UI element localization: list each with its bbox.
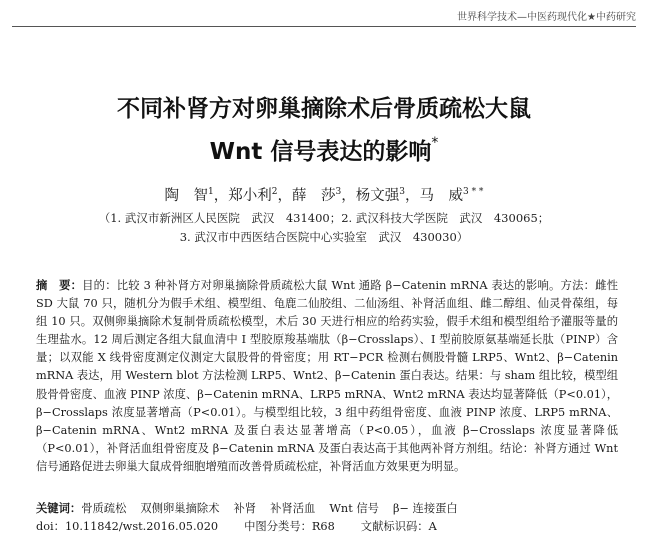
abstract bbox=[36, 276, 618, 476]
author-affiliation: 1 bbox=[208, 187, 214, 197]
author-name: 马 威 bbox=[419, 188, 463, 204]
document-code: 文献标识码：A bbox=[360, 520, 437, 533]
title-line-2 bbox=[0, 126, 648, 169]
keyword: 补肾 bbox=[233, 502, 257, 515]
keywords bbox=[36, 499, 618, 518]
author-name: 杨文强 bbox=[355, 188, 400, 204]
author-name: 郑小利 bbox=[228, 188, 272, 204]
article-title bbox=[0, 92, 648, 169]
author-affiliation: 3 * * bbox=[462, 187, 484, 197]
funding-mark: * bbox=[431, 135, 439, 151]
affiliation-line-1: （1. 武汉市新洲区人民医院 武汉 431400；2. 武汉科技大学医院 武汉 430065； bbox=[98, 211, 550, 225]
author-affiliation: 3 bbox=[335, 187, 342, 197]
author-affiliation: 2 bbox=[271, 187, 278, 197]
abstract-label: 摘 要： bbox=[36, 278, 83, 292]
keyword: 双侧卵巢摘除术 bbox=[140, 502, 220, 515]
keyword: β− 连接蛋白 bbox=[392, 502, 458, 515]
clc-number: 中图分类号：R68 bbox=[244, 520, 335, 533]
author-list: 陶 智$^1$，郑小利$^2$，薛 莎$^3$，杨文强$^3$，马 威$^{3 * *}$ bbox=[164, 187, 484, 204]
article-meta bbox=[36, 518, 618, 536]
title-line-1: 不同补肾方对卵巢摘除术后骨质疏松大鼠 bbox=[117, 96, 531, 122]
author-affiliation: 3 bbox=[399, 187, 405, 197]
doi: doi：10.11842/wst.2016.05.020 bbox=[36, 520, 219, 533]
affiliation-line-2: 3. 武汉市中西医结合医院中心实验室 武汉 430030） bbox=[179, 230, 469, 244]
keyword: Wnt 信号 bbox=[329, 502, 379, 515]
header-divider bbox=[12, 26, 636, 27]
abstract-text: 目的：比较 3 种补肾方对卵巢摘除骨质疏松大鼠 Wnt 通路 β−Catenin mRNA 表达的影响。方法：雌性 SD 大鼠 70 只，随机分为假手术组、模型组、龟鹿二仙胶组、二仙汤组、补肾活血组、雌二醇组、仙灵骨葆组，每组 10 只。双侧卵巢摘除术复制骨质疏松模型，术后 30 天进行相应的给药实验，假手术组和模型组给予灌服等量的生理盐水。12 周后测定各组大鼠血清中 I 型胶原羧基端肽（β−Crosslaps）、I 型前胶原氨基端延长肽（PINP）含量；以双能 X 线骨密度测定仪测定大鼠股骨的骨密度；用 RT−PCR 检测右侧股骨髓 LRP5、Wnt2、β−Catenin mRNA 表达，用 Western blot 方法检测 LRP5、Wnt2、β−Catenin 蛋白表达。结果：与 sham 组比较，模型组股骨骨密度、血液 PINP 浓度、β−Catenin mRNA、LRP5 mRNA、Wnt2 mRNA 表达均显著降低（P<0.01），β−Crosslaps 浓度显著增高（P<0.01）。与模型组比较，3 组中药组骨密度、血液 PINP 浓度、LRP5 mRNA、β−Catenin mRNA、Wnt2 mRNA 及蛋白表达显著增高（P<0.05），血液 β−Crosslaps 浓度显著降低（P<0.01），补肾活血组骨密度及 β−Catenin mRNA 及蛋白表达高于其他两补肾方剂组。结论：补肾方通过 Wnt 信号通路促进去卵巢大鼠成骨细胞增殖而改善骨质疏松症，补肾活血方效果更为明显。 bbox=[36, 279, 618, 473]
keywords-label: 关键词： bbox=[36, 501, 82, 515]
title-line-2-text: Wnt 信号表达的影响 bbox=[209, 139, 432, 165]
author-name: 陶 智 bbox=[164, 188, 209, 204]
running-header: 世界科学技术—中医药现代化★中药研究 bbox=[457, 12, 636, 23]
affiliations bbox=[0, 209, 648, 247]
keyword: 补肾活血 bbox=[270, 502, 316, 515]
keyword: 骨质疏松 bbox=[81, 502, 127, 515]
author-name: 薛 莎 bbox=[292, 188, 336, 204]
